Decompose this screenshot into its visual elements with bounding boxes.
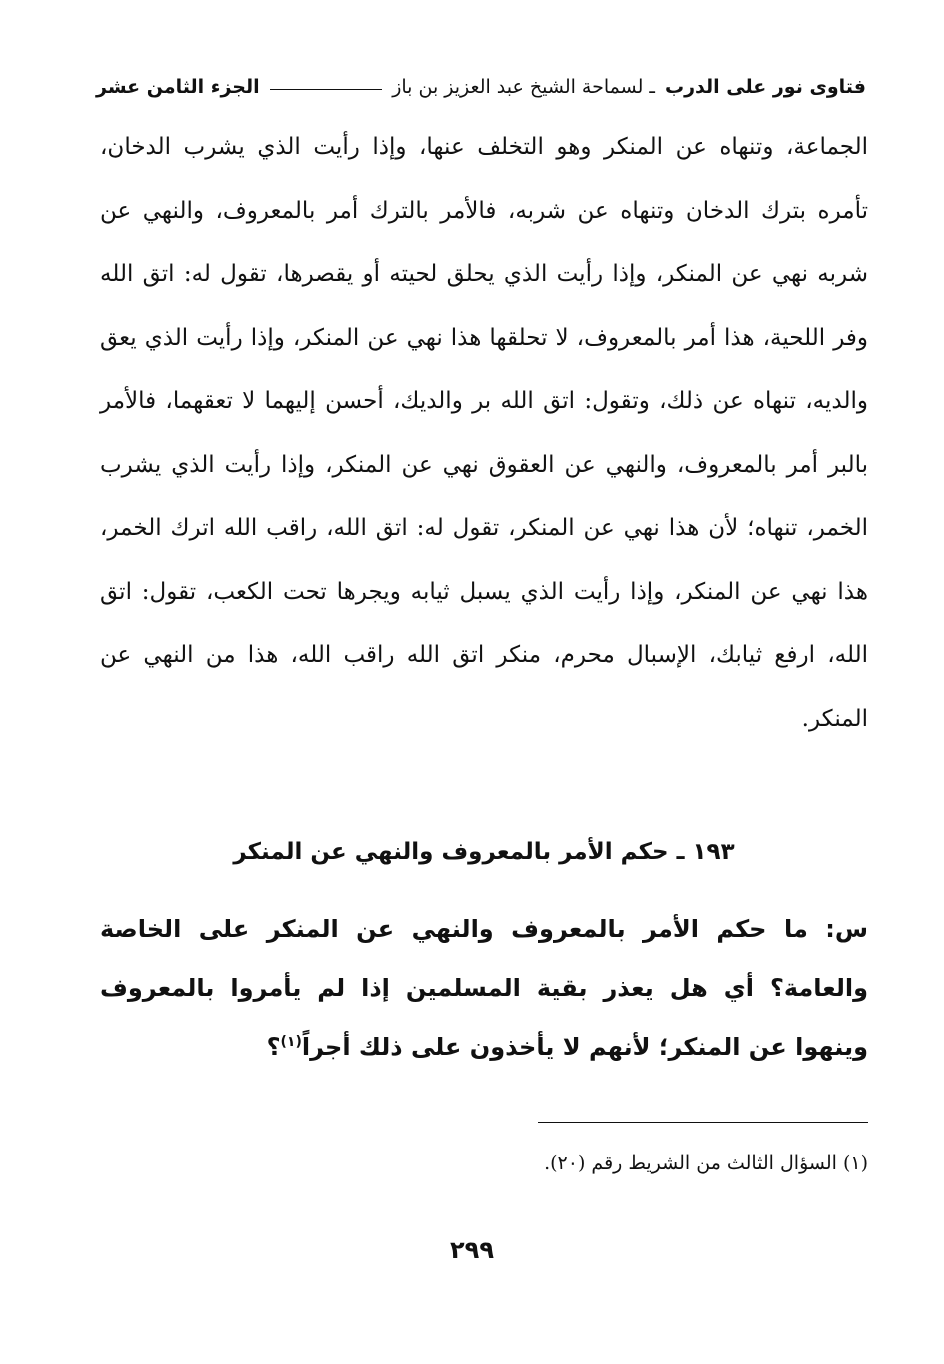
page-number: ٢٩٩ [450,1236,494,1264]
running-header [96,70,866,104]
answer-paragraph: الجماعة، وتنهاه عن المنكر وهو التخلف عنها، وإذا رأيت الذي يشرب الدخان، تأمره بترك الدخان وتنهاه عن شربه، فالأمر بالترك أمر بالمعروف، والنهي عن شربه نهي عن المنكر، وإذا رأيت الذي يحلق لحيته أو يقصرها، تقول له: اتق الله وفر اللحية، هذا أمر بالمعروف، لا تحلقها هذا نهي عن المنكر، وإذا رأيت الذي يعق والديه، تنهاه عن ذلك، وتقول: اتق الله بر والديك، أحسن إليهما لا تعقهما، فالأمر بالبر أمر بالمعروف، والنهي عن العقوق نهي عن المنكر، وإذا رأيت الذي يشرب الخمر، تنهاه؛ لأن هذا نهي عن المنكر، تقول له: اتق الله، راقب الله اترك الخمر، هذا نهي عن المنكر، وإذا رأيت الذي يسبل ثيابه ويجرها تحت الكعب، تقول: اتق الله، ارفع ثيابك، الإسبال محرم، منكر اتق الله راقب الله، هذا من النهي عن المنكر. [100,134,868,732]
question-paragraph [100,900,868,1077]
question-end-mark: ؟ [266,1033,281,1061]
author-name: ـ لسماحة الشيخ عبد العزيز بن باز [392,76,655,98]
footnote: (١) السؤال الثالث من الشريط رقم (٢٠). [544,1152,868,1174]
footnote-marker: (١) [280,1034,302,1050]
part-label: الجزء الثامن عشر [96,76,260,98]
book-title: فتاوى نور على الدرب [665,76,866,98]
question-text: س: ما حكم الأمر بالمعروف والنهي عن المنكر على الخاصة والعامة؟ أي هل يعذر بقية المسلمين إذا لم يأمروا بالمعروف وينهوا عن المنكر؛ لأنهم لا يأخذون على ذلك أجراً [100,915,868,1061]
footnote-divider [538,1122,868,1123]
header-rule [270,89,383,90]
section-heading: ١٩٣ ـ حكم الأمر بالمعروف والنهي عن المنكر [233,839,735,865]
